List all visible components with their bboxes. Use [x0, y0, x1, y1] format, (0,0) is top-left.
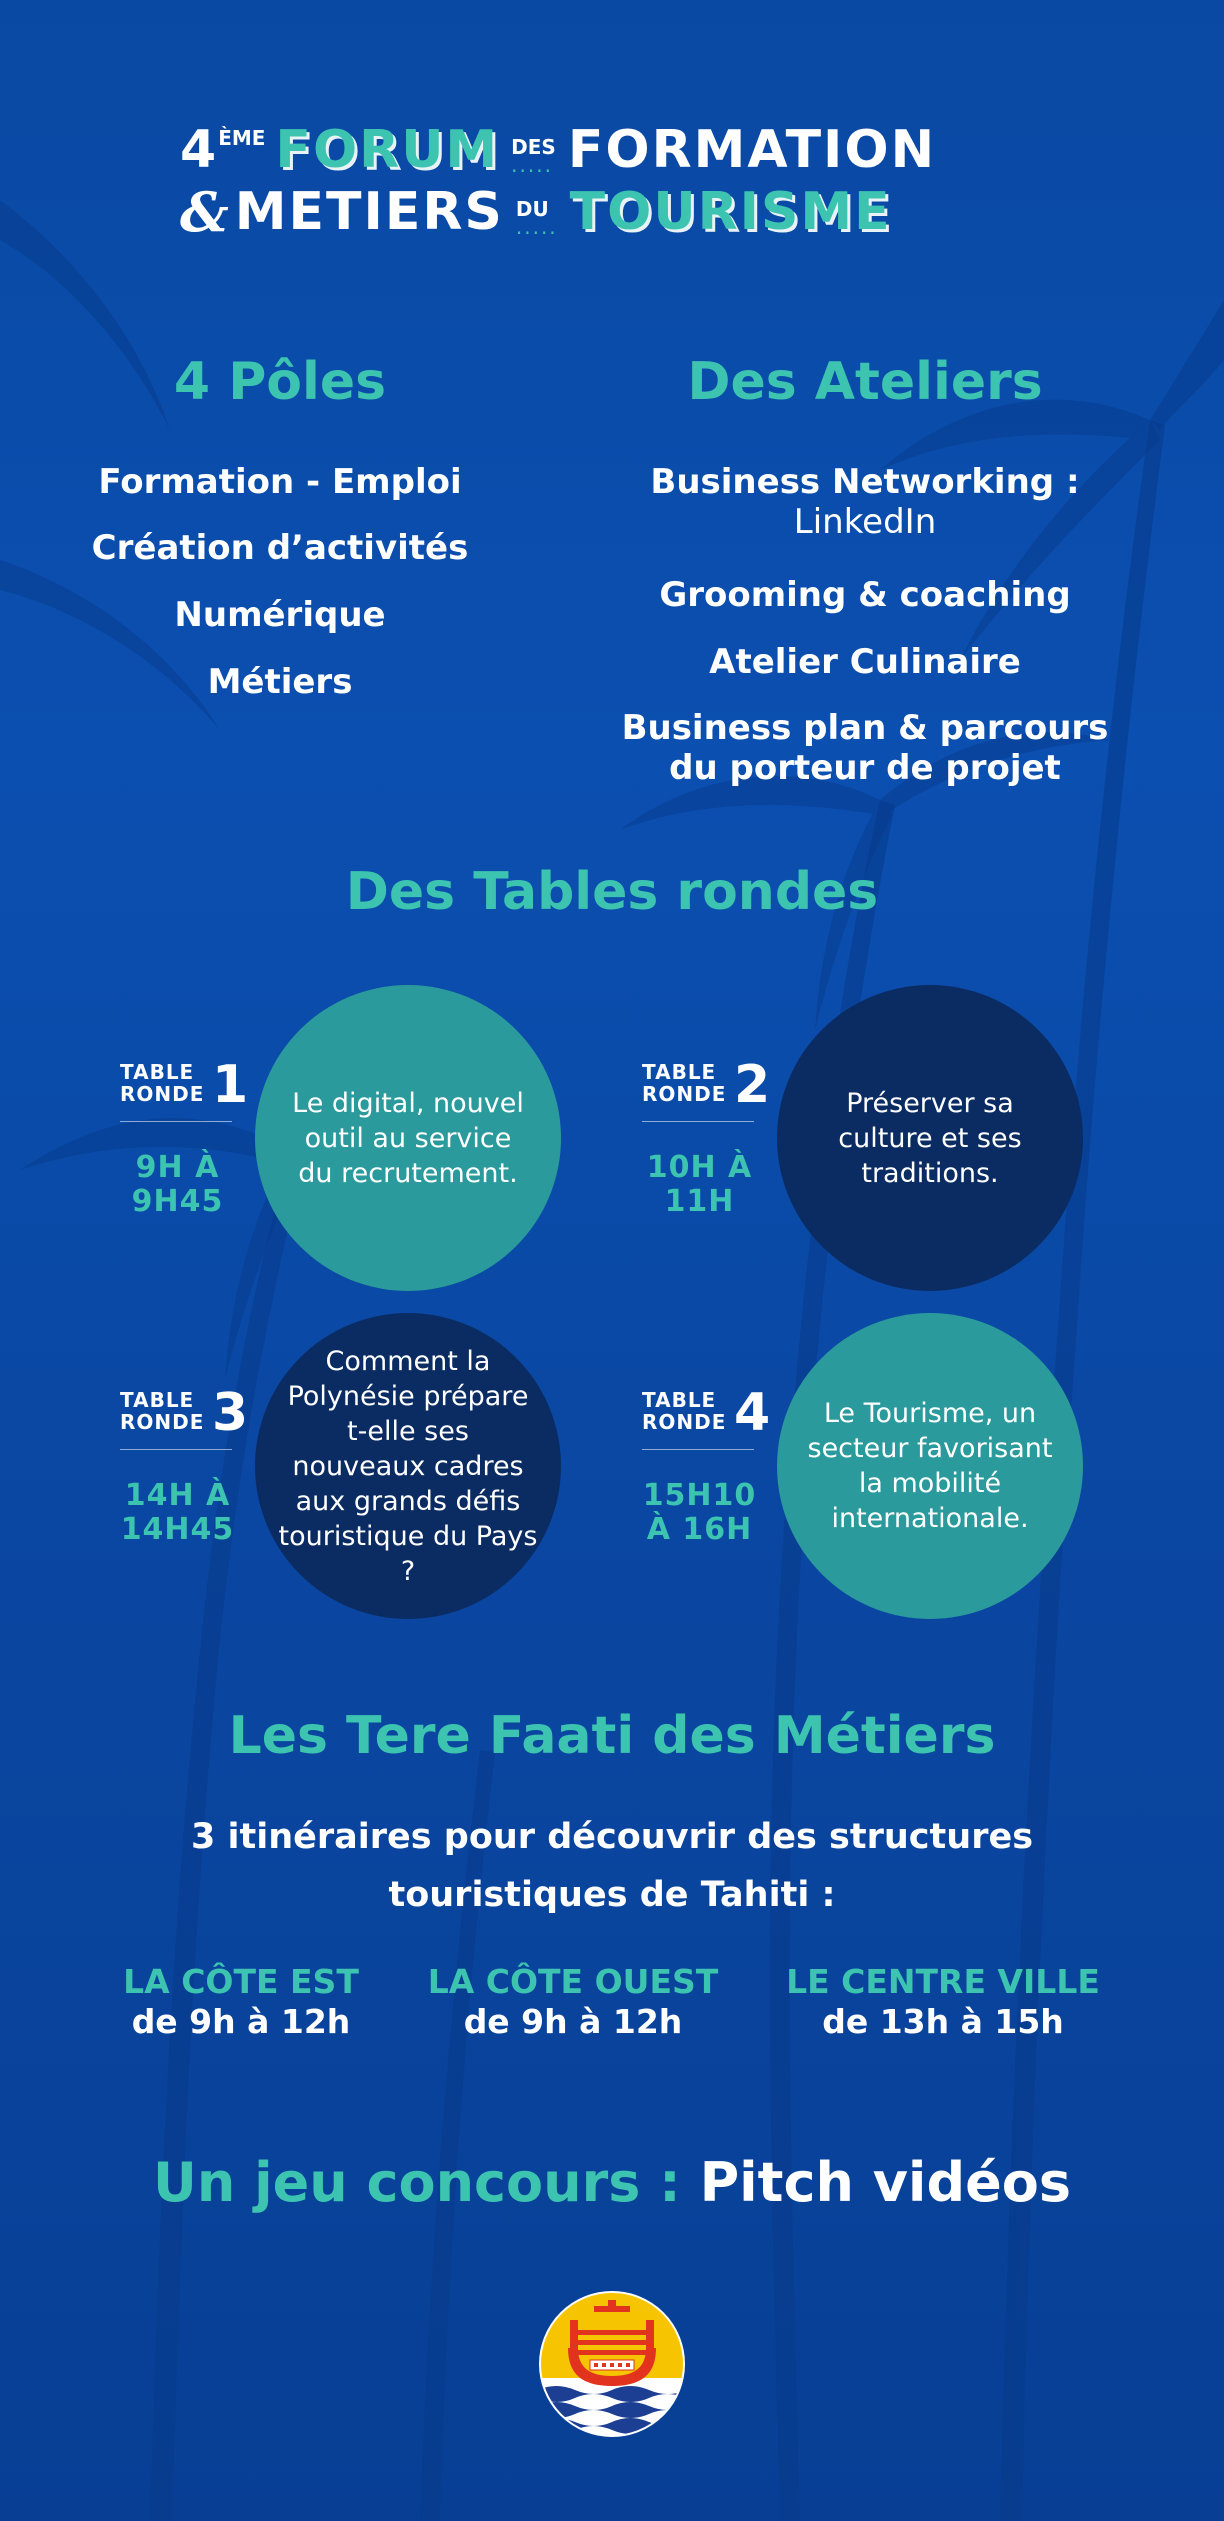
logo-row-2: [180, 180, 892, 244]
table-ronde-label: TABLE RONDE 2 10H À 11H: [642, 1055, 771, 1219]
itinerary-time: de 9h à 12h: [131, 2002, 351, 2041]
itinerary-centre-ville: [778, 1962, 1108, 2042]
logo-row-1: [180, 122, 936, 178]
tables-rondes-heading: Des Tables rondes: [345, 862, 879, 922]
divider: [120, 1121, 232, 1122]
itinerary-cote-ouest: [408, 1962, 738, 2042]
table-ronde-4: [642, 1313, 1122, 1623]
logo-word-metiers: METIERS: [234, 182, 504, 242]
table-ronde-topic-circle: [777, 985, 1083, 1291]
table-ronde-3: [120, 1313, 600, 1623]
logo-superscript: ÈME: [218, 126, 266, 150]
poles-item: Création d’activités: [91, 528, 469, 568]
table-ronde-number: 3: [212, 1383, 249, 1443]
poles-item: Formation - Emploi: [98, 462, 462, 502]
itinerary-cote-est: [76, 1962, 406, 2042]
tere-faati-subtitle: 3 itinéraires pour découvrir des structures touristiques de Tahiti :: [190, 1817, 1034, 1915]
logo-small-du: DU .....: [515, 197, 558, 239]
divider: [120, 1449, 232, 1450]
logo-word-forum: FORUM: [275, 120, 500, 180]
table-ronde-2: [642, 985, 1122, 1295]
itinerary-time: de 9h à 12h: [463, 2002, 683, 2041]
itinerary-name: LA CÔTE EST: [123, 1962, 359, 2001]
logo-word-formation: FORMATION: [567, 120, 937, 180]
ateliers-item-business-plan: [610, 708, 1120, 788]
ateliers-item-line: du porteur de projet: [669, 748, 1061, 788]
ateliers-item-line: Business Networking :: [650, 462, 1080, 502]
table-ronde-label: TABLE RONDE 1 9H À 9H45: [120, 1055, 249, 1219]
table-ronde-1: [120, 985, 600, 1295]
logo-number: 4: [180, 120, 217, 180]
ateliers-item-networking: [610, 462, 1120, 542]
logo-small-des: DES .....: [511, 135, 556, 177]
table-ronde-topic-circle: [255, 985, 561, 1291]
table-ronde-number: 4: [734, 1383, 771, 1443]
itinerary-name: LA CÔTE OUEST: [427, 1962, 719, 2001]
divider: [642, 1449, 754, 1450]
contest-value: Pitch vidéos: [699, 2151, 1071, 2214]
divider: [642, 1121, 754, 1122]
contest-label: Un jeu concours :: [153, 2151, 681, 2214]
table-ronde-label: TABLE RONDE 3 14H À 14H45: [120, 1383, 249, 1547]
table-ronde-time: 15H10 À 16H: [642, 1478, 757, 1547]
ateliers-item-line: LinkedIn: [793, 502, 937, 542]
table-ronde-topic-circle: [777, 1313, 1083, 1619]
table-ronde-time: 9H À 9H45: [131, 1150, 224, 1219]
polynesia-emblem-icon: [538, 2290, 686, 2438]
ateliers-item-line: Business plan & parcours: [621, 708, 1109, 748]
table-ronde-label: TABLE RONDE 4 15H10 À 16H: [642, 1383, 771, 1547]
ateliers-heading: Des Ateliers: [687, 352, 1043, 412]
event-logo-title: [180, 118, 1050, 248]
contest-line: [0, 2150, 1224, 2216]
poles-item: Métiers: [207, 662, 353, 702]
table-ronde-topic: Le digital, nouvel outil au service du recrutement.: [292, 1087, 524, 1189]
poles-heading: 4 Pôles: [173, 352, 387, 412]
itinerary-time: de 13h à 15h: [822, 2002, 1064, 2041]
logo-ampersand: &: [180, 180, 229, 244]
tere-faati-heading: Les Tere Faati des Métiers: [228, 1706, 996, 1766]
table-ronde-time: 14H À 14H45: [120, 1478, 235, 1547]
table-ronde-number: 2: [734, 1055, 771, 1115]
logo-word-tourisme: TOURISME: [569, 182, 892, 242]
table-ronde-topic: Le Tourisme, un secteur favorisant la mobilité internationale.: [807, 1398, 1053, 1534]
poles-item: Numérique: [174, 595, 386, 635]
ateliers-item: Grooming & coaching: [659, 575, 1071, 615]
itinerary-name: LE CENTRE VILLE: [786, 1962, 1100, 2001]
table-ronde-topic-circle: [255, 1313, 561, 1619]
table-ronde-number: 1: [212, 1055, 249, 1115]
ateliers-item: Atelier Culinaire: [709, 642, 1021, 682]
table-ronde-topic: Préserver sa culture et ses traditions.: [838, 1087, 1022, 1189]
table-ronde-time: 10H À 11H: [646, 1150, 753, 1219]
table-ronde-topic: Comment la Polynésie prépare t-elle ses nouveaux cadres aux grands défis touristique du Pays ?: [278, 1345, 538, 1587]
